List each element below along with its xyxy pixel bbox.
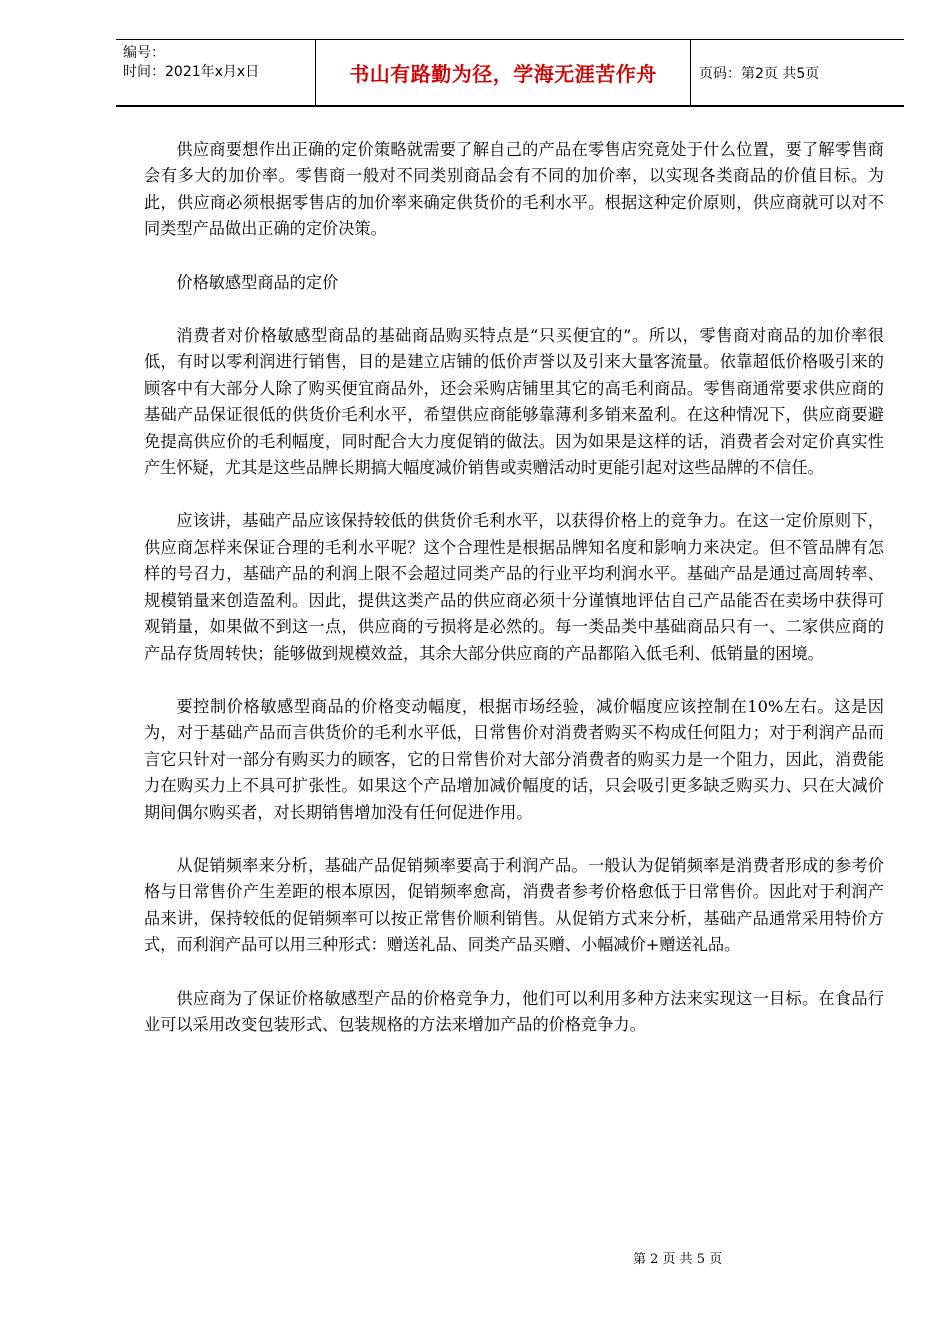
- paragraph: 从促销频率来分析，基础产品促销频率要高于利润产品。一般认为促销频率是消费者形成的参考价格与日常售价产生差距的根本原因，促销频率愈高，消费者参考价格愈低于日常售价。因此对于利润产品来讲，保持较低的促销频率可以按正常售价顺利销售。从促销方式来分析，基础产品通常采用特价方式，而利润产品可以用三种形式：赠送礼品、同类产品买赠、小幅减价+赠送礼品。: [144, 855, 884, 955]
- paragraph: 供应商为了保证价格敏感型产品的价格竞争力，他们可以利用多种方法来实现这一目标。在食品行业可以采用改变包装形式、包装规格的方法来增加产品的价格竞争力。: [144, 988, 884, 1034]
- paragraph: 供应商要想作出正确的定价策略就需要了解自己的产品在零售店究竟处于什么位置，要了解零售商会有多大的加价率。零售商一般对不同类别商品会有不同的加价率，以实现各类商品的价值目标。为此，供应商必须根据零售店的加价率来确定供货价的毛利水平。根据这种定价原则，供应商就可以对不同类型产品做出正确的定价决策。: [144, 140, 884, 239]
- header-page-info: 页码：第2页 共5页: [699, 65, 820, 82]
- page-footer: 第 2 页 共 5 页: [633, 1252, 723, 1267]
- paragraph: 消费者对价格敏感型商品的基础商品购买特点是“只买便宜的”。所以，零售商对商品的加价率很低，有时以零利润进行销售，目的是建立店铺的低价声誉以及引来大量客流量。依靠超低价格吸引来的顾客中有大部分人除了购买便宜商品外，还会采购店铺里其它的高毛利商品。零售商通常要求供应商的基础产品保证很低的供货价毛利水平，希望供应商能够靠薄利多销来盈利。在这种情况下，供应商要避免提高供应价的毛利幅度，同时配合大力度促销的做法。因为如果是这样的话，消费者会对定价真实性产生怀疑，尤其是这些品牌长期搞大幅度减价销售或卖赠活动时更能引起对这些品牌的不信任。: [144, 326, 884, 478]
- paragraph: 要控制价格敏感型商品的价格变动幅度，根据市场经验，减价幅度应该控制在10%左右。这是因为，对于基础产品而言供货价的毛利水平低，日常售价对消费者购买不构成任何阻力；对于利润产品而言它只针对一部分有购买力的顾客，它的日常售价对大部分消费者的购买力是一个阻力，因此，消费能力在购买力上不具可扩张性。如果这个产品增加减价幅度的话，只会吸引更多缺乏购买力、只在大减价期间偶尔购买者，对长期销售增加没有任何促进作用。: [144, 696, 884, 822]
- header-motto: 书山有路勤为径，学海无涯苦作舟: [315, 40, 691, 105]
- page-header: [116, 39, 904, 107]
- document-time-label: 时间：2021年x月x日: [123, 64, 260, 80]
- header-meta: [116, 40, 315, 105]
- section-heading: 价格敏感型商品的定价: [176, 272, 339, 292]
- paragraph: 应该讲，基础产品应该保持较低的供货价毛利水平，以获得价格上的竞争力。在这一定价原则下，供应商怎样来保证合理的毛利水平呢？这个合理性是根据品牌知名度和影响力来决定。但不管品牌有怎样的号召力，基础产品的利润上限不会超过同类产品的行业平均利润水平。基础产品是通过高周转率、规模销量来创造盈利。因此，提供这类产品的供应商必须十分谨慎地评估自己产品能否在卖场中获得可观销量，如果做不到这一点，供应商的亏损将是必然的。每一类品类中基础商品只有一、二家供应商的产品存货周转快；能够做到规模效益，其余大部分供应商的产品都陷入低毛利、低销量的困境。: [144, 511, 884, 663]
- document-body: [144, 137, 884, 1065]
- document-number-label: 编号：: [123, 45, 165, 61]
